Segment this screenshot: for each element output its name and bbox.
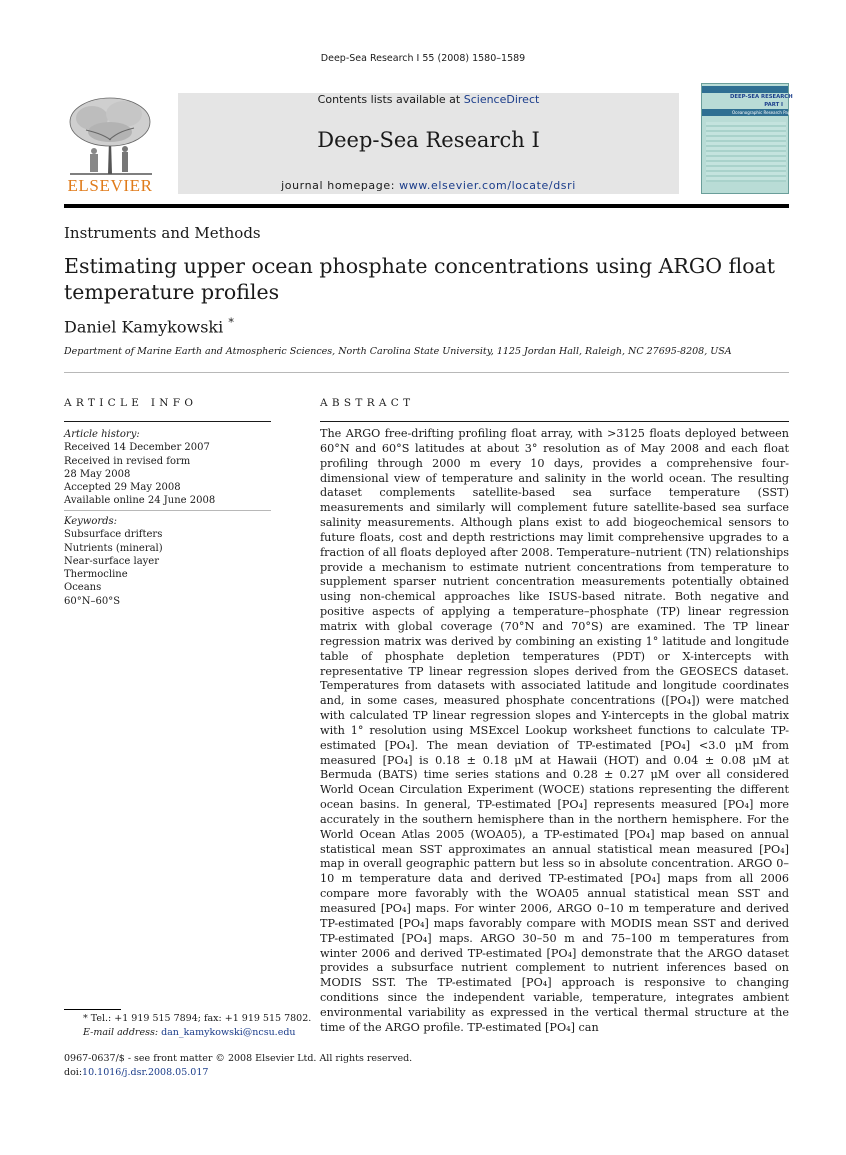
article-info-heading: ARTICLE INFO	[64, 397, 198, 409]
footnote-tel: * Tel.: +1 919 515 7894; fax: +1 919 515 7802.	[83, 1013, 312, 1024]
keywords-label: Keywords:	[64, 516, 118, 527]
author-email-link[interactable]: dan_kamykowski@ncsu.edu	[161, 1026, 296, 1038]
article-section: Instruments and Methods	[64, 224, 261, 242]
author-footnote-mark[interactable]: *	[228, 316, 234, 329]
article-info-divider	[64, 510, 271, 511]
history-item: Received in revised form	[64, 455, 191, 467]
history-item: Received 14 December 2007	[64, 442, 210, 454]
journal-cover-thumbnail	[701, 83, 797, 194]
author-name: Daniel Kamykowski	[64, 317, 224, 337]
journal-reference: Deep-Sea Research I 55 (2008) 1580–1589	[320, 53, 526, 64]
history-label: Article history:	[64, 429, 140, 440]
elsevier-tree-icon	[62, 92, 158, 176]
cover-part: PART I	[764, 102, 783, 108]
contents-line	[178, 93, 679, 106]
doi-label: doi:	[64, 1066, 83, 1078]
article-info-rule	[64, 421, 271, 422]
keyword-item: Nutrients (mineral)	[64, 542, 163, 554]
article-history	[64, 428, 271, 508]
homepage-prefix: journal homepage:	[281, 179, 400, 192]
header-divider	[64, 204, 789, 208]
copyright-line: 0967-0637/$ - see front matter © 2008 Elsevier Ltd. All rights reserved.	[64, 1053, 413, 1064]
footnote-rule	[64, 1009, 121, 1010]
keyword-item: Thermocline	[64, 569, 128, 581]
homepage-line	[178, 179, 679, 192]
sciencedirect-link[interactable]: ScienceDirect	[463, 93, 540, 106]
history-item: Available online 24 June 2008	[64, 495, 216, 507]
abstract-heading: ABSTRACT	[320, 397, 415, 409]
author-footnote	[64, 1012, 311, 1039]
history-item: 28 May 2008	[64, 468, 131, 480]
journal-homepage-link[interactable]: www.elsevier.com/locate/dsri	[399, 179, 576, 192]
keyword-item: Subsurface drifters	[64, 529, 163, 541]
article-title: Estimating upper ocean phosphate concentrations using ARGO float temperature profiles	[64, 254, 776, 304]
author-line	[64, 316, 234, 336]
keyword-item: 60°N–60°S	[64, 595, 121, 607]
history-item: Accepted 29 May 2008	[64, 482, 181, 494]
copyright-block	[64, 1052, 412, 1079]
keywords	[64, 515, 271, 608]
abstract-body: The ARGO free-drifting profiling float array, with >3125 floats deployed between 60°N and 60°S latitudes at about 3° resolution as of May 2008 and each float profiling through 2000 m every 10 days, provides a comprehensive four-dimensional view of temperature and salinity in the world ocean. The resulting dataset complements satellite-based sea surface temperature (SST) measurements and similarly will complement future satellite-based sea surface salinity measurements. Although plans exist to add biogeochemical sensors to future floats, cost and depth restrictions may limit comprehensive upgrades to a fraction of all floats deployed after 2008. Temperature–nutrient (TN) relationships provide a mechanism to estimate nutrient concentrations from temperature to supplement sparser nutrient concentration measurements potentially obtained using non-chemical approaches like ISUS-based nitrate. Both negative and positive aspects of applying a temperature–phosphate (TP) linear regression matrix with global coverage (70°N and 70°S) are examined. The TP linear regression matrix was derived by combining an existing 1° latitude and longitude table of phosphate depletion temperatures (PDT) or X-intercepts with representative TP linear regression slopes derived from the GEOSECS dataset. Temperatures from datasets with associated latitude and longitude coordinates and, in some cases, measured phosphate concentrations ([PO₄]) were matched with calculated TP linear regression slopes and Y-intercepts in the global matrix with 1° resolution using MSExcel Lookup worksheet functions to calculate TP-estimated [PO₄]. The mean deviation of TP-estimated [PO₄] <3.0 μM from measured [PO₄] is 0.18 ± 0.18 μM at Hawaii (HOT) and 0.04 ± 0.08 μM at Bermuda (BATS) time series stations and 0.28 ± 0.27 μM over all considered World Ocean Circulation Experiment (WOCE) stations representing the different ocean basins. In general, TP-estimated [PO₄] represents measured [PO₄] more accurately in the southern hemisphere than in the northern hemisphere. For the World Ocean Atlas 2005 (WOA05), a TP-estimated [PO₄] map based on annual statistical mean SST approximates an annual statistical mean measured [PO₄] map in overall geographic pattern but less so in absolute concentration. ARGO 0–10 m temperature data and derived TP-estimated [PO₄] maps from all 2006 compare more favorably with the WOA05 annual statistical mean SST and measured [PO₄] maps. For winter 2006, ARGO 0–10 m temperature and derived TP-estimated [PO₄] maps favorably compare with MODIS mean SST and derived TP-estimated [PO₄] maps. ARGO 30–50 m and 75–100 m temperatures from winter 2006 and derived TP-estimated [PO₄] demonstrate that the ARGO dataset provides a subsurface nutrient complement to nutrient inferences based on MODIS SST. The TP-estimated [PO₄] approach is responsive to changing conditions since the independent variable, temperature, integrates ambient environmental variability as expressed in the vertical thermal structure at the time of the ARGO profile. TP-estimated [PO₄] can	[320, 427, 789, 1034]
email-label: E-mail address:	[83, 1026, 162, 1038]
keyword-item: Oceans	[64, 582, 102, 594]
title-divider	[64, 372, 789, 373]
abstract-rule	[320, 421, 789, 422]
journal-title: Deep-Sea Research I	[317, 128, 540, 152]
doi-link[interactable]: 10.1016/j.dsr.2008.05.017	[82, 1066, 209, 1078]
author-affiliation: Department of Marine Earth and Atmospheric Sciences, North Carolina State University, 1125 Jordan Hall, Raleigh, NC 27695-8208, USA	[64, 346, 732, 357]
contents-prefix: Contents lists available at	[317, 93, 464, 106]
cover-subtitle: Oceanographic Research Papers	[732, 110, 797, 115]
keyword-item: Near-surface layer	[64, 555, 160, 567]
elsevier-logo	[62, 92, 158, 196]
cover-title: DEEP-SEA RESEARCH	[730, 94, 793, 100]
publisher-wordmark: ELSEVIER	[67, 176, 153, 195]
